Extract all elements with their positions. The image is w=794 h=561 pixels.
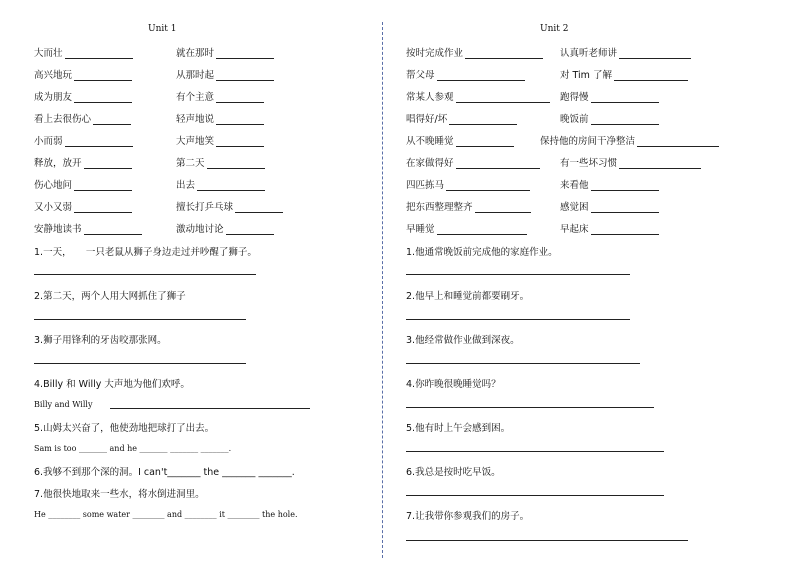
phrase-item: 来看他 [560, 177, 659, 191]
phrase-item: 小而弱 [34, 133, 133, 147]
phrase-item: 就在那时 [176, 45, 274, 59]
phrase-item: 常某人参观 [406, 89, 550, 103]
question-text: 6.我总是按时吃早饭。 [406, 467, 501, 478]
answer-line[interactable] [406, 495, 664, 496]
answer-line[interactable] [34, 274, 256, 275]
phrase-item: 四匹拣马 [406, 177, 530, 191]
unit1-section [0, 0, 390, 561]
phrase-item: 晚饭前 [560, 111, 659, 125]
answer-line[interactable] [406, 319, 630, 320]
answer-prompt: Billy and Willy [34, 400, 93, 409]
phrase-item: 看上去很伤心 [34, 111, 131, 125]
phrase-item: 出去 [176, 177, 265, 191]
question-text: 5.山姆太兴奋了，他使劲地把球打了出去。 [34, 423, 215, 434]
unit1-title: Unit 1 [148, 24, 177, 34]
phrase-item: 第二天 [176, 155, 265, 169]
phrase-item: 大而壮 [34, 45, 133, 59]
phrase-item: 早睡觉 [406, 221, 527, 235]
question-text: 7.他很快地取来一些水，将水倒进洞里。 [34, 489, 205, 500]
phrase-item: 保持他的房间干净整洁 [540, 133, 719, 147]
phrase-item: 有一些坏习惯 [560, 155, 701, 169]
unit2-section [394, 0, 794, 561]
phrase-item: 轻声地说 [176, 111, 264, 125]
unit2-title: Unit 2 [540, 24, 569, 34]
question-text: 5.他有时上午会感到困。 [406, 423, 511, 434]
phrase-item: 唱得好/坏 [406, 111, 517, 125]
question-text: 2.第二天，两个人用大网抓住了狮子 [34, 291, 186, 302]
question-text: 2.他早上和睡觉前都要刷牙。 [406, 291, 530, 302]
answer-line[interactable] [406, 540, 688, 541]
phrase-item: 激动地讨论 [176, 221, 274, 235]
phrase-item: 认真听老师讲 [560, 45, 691, 59]
question-text: 3.他经常做作业做到深夜。 [406, 335, 520, 346]
phrase-item: 高兴地玩 [34, 67, 132, 81]
question-text: 6.我够不到那个深的洞。I can't_______ the _______ _______. [34, 467, 295, 478]
phrase-item: 对 Tim 了解 [560, 67, 688, 81]
phrase-item: 早起床 [560, 221, 659, 235]
phrase-item: 跑得慢 [560, 89, 659, 103]
question-text: 1.一天， 一只老鼠从狮子身边走过并吵醒了狮子。 [34, 247, 257, 258]
phrase-item: 从不晚睡觉 [406, 133, 514, 147]
phrase-item: 有个主意 [176, 89, 264, 103]
phrase-item: 擅长打乒乓球 [176, 199, 283, 213]
phrase-item: 伤心地问 [34, 177, 132, 191]
phrase-item: 在家做得好 [406, 155, 540, 169]
answer-line[interactable] [406, 407, 654, 408]
answer-prompt: Sam is too _______ and he _______ _______ _______. [34, 444, 232, 453]
answer-line[interactable] [34, 363, 246, 364]
question-text: 7.让我带你参观我们的房子。 [406, 511, 530, 522]
phrase-item: 按时完成作业 [406, 45, 543, 59]
phrase-item: 安静地读书 [34, 221, 142, 235]
phrase-item: 大声地笑 [176, 133, 264, 147]
answer-line[interactable] [110, 408, 310, 409]
answer-line[interactable] [406, 363, 640, 364]
answer-line[interactable] [34, 319, 246, 320]
question-text: 4.你昨晚很晚睡觉吗？ [406, 379, 501, 390]
question-text: 1.他通常晚饭前完成他的家庭作业。 [406, 247, 558, 258]
phrase-item: 从那时起 [176, 67, 274, 81]
answer-prompt: He ________ some water ________ and ________ it ________ the hole. [34, 510, 298, 519]
phrase-item: 释放，放开 [34, 155, 132, 169]
phrase-item: 帮父母 [406, 67, 525, 81]
phrase-item: 成为朋友 [34, 89, 132, 103]
question-text: 4.Billy 和 Willy 大声地为他们欢呼。 [34, 379, 190, 390]
phrase-item: 又小又弱 [34, 199, 132, 213]
question-text: 3.狮子用锋利的牙齿咬那张网。 [34, 335, 167, 346]
phrase-item: 感觉困 [560, 199, 659, 213]
phrase-item: 把东西整理整齐 [406, 199, 531, 213]
answer-line[interactable] [406, 451, 664, 452]
answer-line[interactable] [406, 274, 630, 275]
